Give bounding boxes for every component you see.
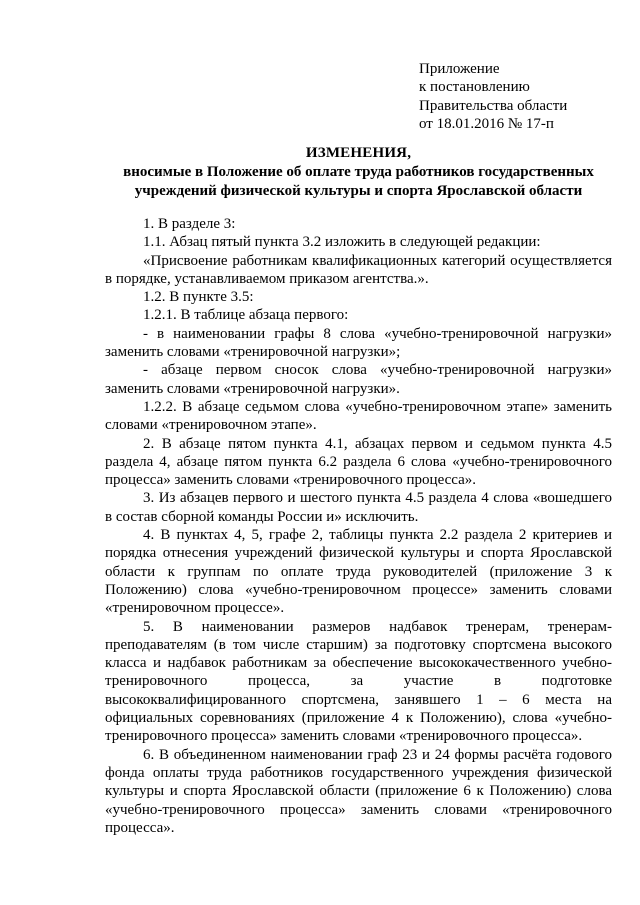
document-title: ИЗМЕНЕНИЯ, bbox=[305, 145, 412, 161]
paragraph-4: 4. В пунктах 4, 5, графе 2, таблицы пункта 2.2 раздела 2 критериев и порядка отнесения учреждений физической культуры и спорта Ярославской области к группам по оплате труда руководителей (приложение 3 к Положению) слова «учебно-тренировочном процессе» заменить словами «тренировочном процессе». bbox=[105, 527, 612, 617]
paragraph-1-2-2: 1.2.2. В абзаце седьмом слова «учебно-тренировочном этапе» заменить словами «тренировочном этапе». bbox=[105, 398, 612, 434]
paragraph-item-footnotes: - абзаце первом сносок слова «учебно-тренировочной нагрузки» заменить словами «тренировочной нагрузки». bbox=[105, 362, 612, 397]
paragraph-5: 5. В наименовании размеров надбавок тренерам, тренерам-преподавателям (в том числе старшим) за подготовку спортсмена высокого класса и надбавок работникам за обеспечение высококачественного учебно-тренировочного процесса, за участие в подготовке высококвалифицированного спортсмена, занявшего 1 – 6 места на официальных соревнованиях (приложение 4 к Положению), слова «учебно-тренировочного процесса» заменить словами «тренировочного процесса». bbox=[105, 618, 612, 745]
appendix-line: от 18.01.2016 № 17-п bbox=[419, 115, 554, 132]
appendix-reference bbox=[419, 60, 629, 133]
paragraph-2: 2. В абзаце пятом пункта 4.1, абзацах первом и седьмом пункта 4.5 раздела 4, абзаце пятом пункта 6.2 раздела 6 слова «учебно-тренировочного процесса» заменить словами «тренировочного процесса». bbox=[105, 435, 612, 489]
paragraph-3: 3. Из абзацев первого и шестого пункта 4.5 раздела 4 слова «вошедшего в состав сборной команды России и» исключить. bbox=[105, 490, 612, 525]
appendix-line: Правительства области bbox=[419, 97, 568, 114]
document-heading bbox=[105, 144, 612, 200]
document-subtitle: вносимые в Положение об оплате труда работников государственных учреждений физической культуры и спорта Ярославской области bbox=[123, 164, 594, 199]
paragraph-1-2-1: 1.2.1. В таблице абзаца первого: bbox=[143, 307, 349, 324]
paragraph-1-2: 1.2. В пункте 3.5: bbox=[143, 289, 254, 306]
paragraph-quote: «Присвоение работникам квалификационных категорий осуществляется в порядке, устанавливаемом приказом агентства.». bbox=[105, 252, 612, 287]
paragraph-1-1: 1.1. Абзац пятый пункта 3.2 изложить в следующей редакции: bbox=[143, 234, 541, 251]
document-body bbox=[105, 215, 612, 837]
appendix-line: Приложение bbox=[419, 61, 500, 77]
paragraph-section-3: 1. В разделе 3: bbox=[143, 216, 236, 232]
paragraph-6: 6. В объединенном наименовании граф 23 и 24 формы расчёта годового фонда оплаты труда работников государственного учреждения физической культуры и спорта Ярославской области (приложение 6 к Положению) слова «учебно-тренировочного процесса» заменить словами «тренировочного процесса». bbox=[105, 746, 612, 836]
appendix-line: к постановлению bbox=[419, 79, 530, 96]
paragraph-item-graph-8: - в наименовании графы 8 слова «учебно-тренировочной нагрузки» заменить словами «тренировочной нагрузки»; bbox=[105, 325, 612, 361]
